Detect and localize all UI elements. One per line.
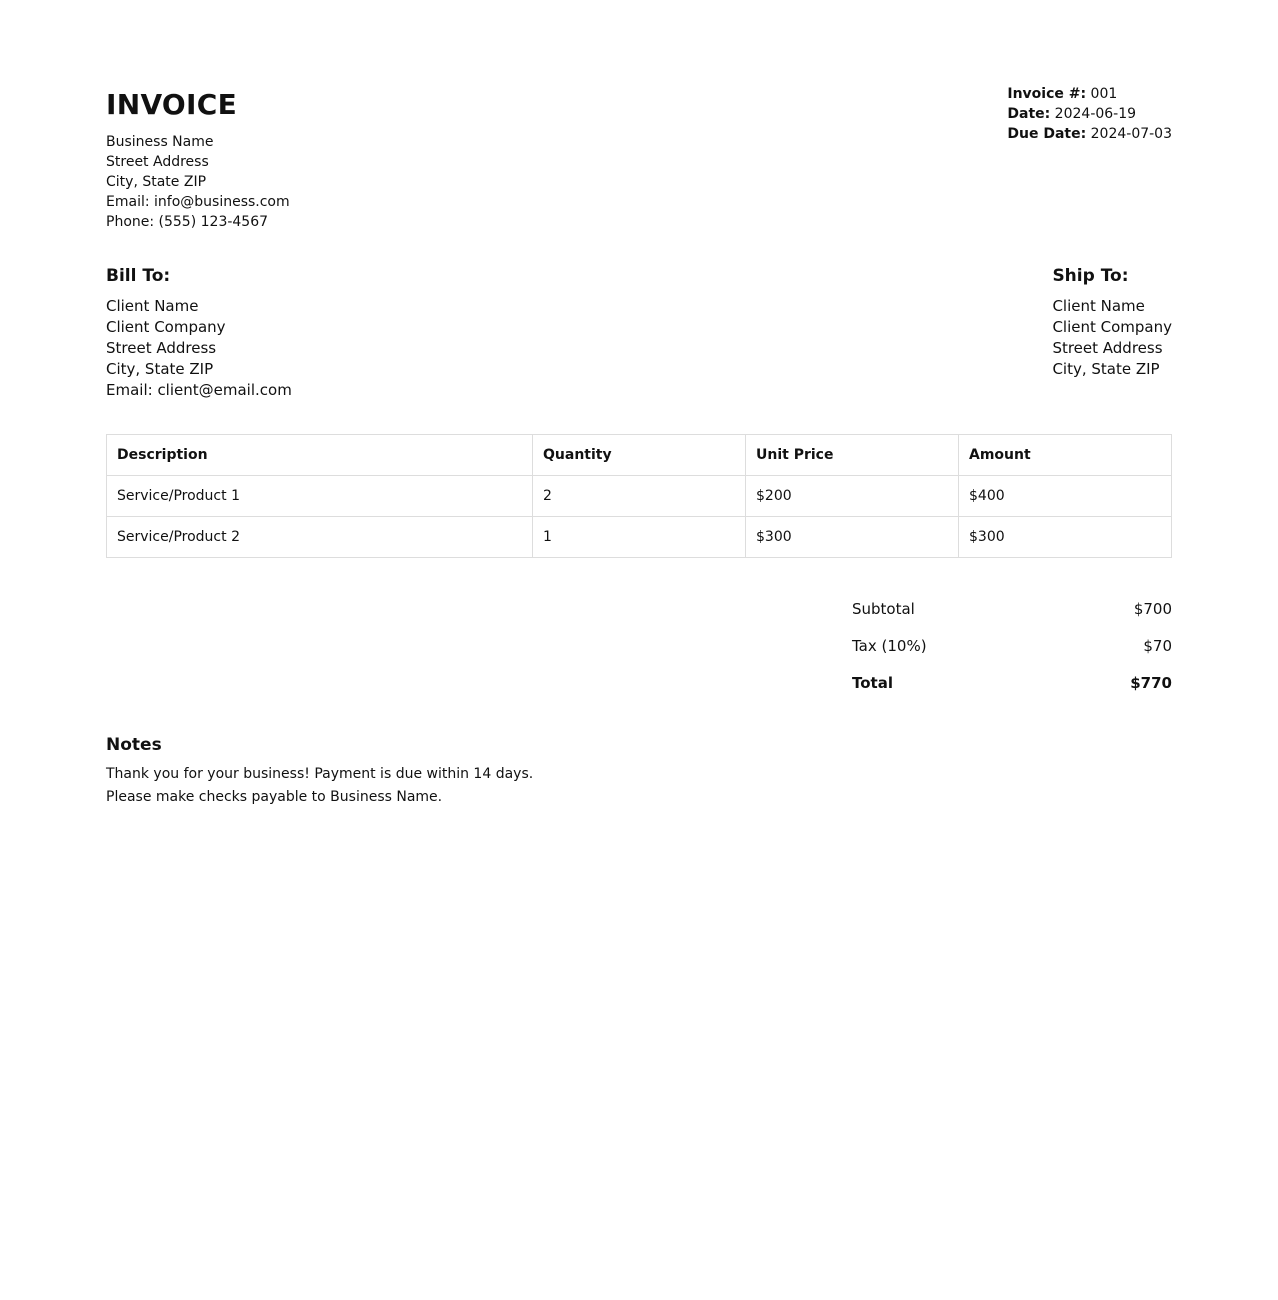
- subtotal-value: $700: [1133, 600, 1172, 618]
- invoice-number-label: Invoice #:: [1007, 86, 1087, 102]
- bill-to-section: [106, 264, 292, 401]
- addresses: [106, 264, 1172, 414]
- business-phone: Phone: (555) 123-4567: [106, 214, 269, 230]
- bill-to-line: Street Address: [106, 339, 217, 357]
- table-header-row: [107, 435, 1172, 476]
- bill-to-lines: [106, 296, 292, 401]
- business-name: Business Name: [106, 134, 214, 150]
- cell-amount: $300: [959, 517, 1172, 558]
- bill-to-heading: Bill To:: [106, 266, 171, 286]
- cell-description: Service/Product 1: [107, 476, 533, 517]
- ship-to-heading: Ship To:: [1052, 266, 1129, 286]
- tax-row: [852, 633, 1172, 670]
- ship-to-lines: [1052, 296, 1172, 380]
- business-info: [106, 132, 290, 232]
- table-row: [107, 517, 1172, 558]
- notes-heading: Notes: [106, 735, 162, 755]
- invoice-date-value: 2024-06-19: [1050, 106, 1137, 122]
- invoice-due-date-label: Due Date:: [1007, 126, 1087, 142]
- table-row: [107, 476, 1172, 517]
- invoice-meta: [1007, 84, 1172, 144]
- total-label: Total: [852, 674, 893, 692]
- cell-amount: $400: [959, 476, 1172, 517]
- bill-to-line: Email: client@email.com: [106, 381, 292, 399]
- header-amount: Amount: [959, 435, 1172, 476]
- bill-to-line: Client Name: [106, 297, 199, 315]
- business-street: Street Address: [106, 154, 209, 170]
- ship-to-section: [1052, 264, 1172, 380]
- invoice-number-value: 001: [1086, 86, 1118, 102]
- header-unit-price: Unit Price: [746, 435, 959, 476]
- ship-to-line: Client Company: [1052, 318, 1172, 336]
- ship-to-line: Client Name: [1052, 297, 1145, 315]
- business-email: Email: info@business.com: [106, 194, 290, 210]
- cell-unit-price: $300: [746, 517, 959, 558]
- invoice-date: [1007, 104, 1172, 124]
- invoice-due-date-value: 2024-07-03: [1086, 126, 1172, 142]
- tax-label: Tax (10%): [852, 637, 927, 655]
- total-row: [852, 670, 1172, 707]
- subtotal-row: [852, 596, 1172, 633]
- notes-section: [106, 733, 533, 809]
- invoice-number: [1007, 84, 1172, 104]
- cell-quantity: 2: [533, 476, 746, 517]
- notes-line: Thank you for your business! Payment is due within 14 days.: [106, 766, 534, 782]
- business-city: City, State ZIP: [106, 174, 207, 190]
- invoice-date-label: Date:: [1007, 106, 1051, 122]
- subtotal-label: Subtotal: [852, 600, 915, 618]
- bill-to-line: City, State ZIP: [106, 360, 214, 378]
- cell-unit-price: $200: [746, 476, 959, 517]
- totals-section: [852, 596, 1172, 707]
- total-value: $770: [1130, 674, 1172, 692]
- invoice-title: INVOICE: [106, 88, 238, 121]
- cell-description: Service/Product 2: [107, 517, 533, 558]
- items-table: [106, 434, 1172, 558]
- bill-to-line: Client Company: [106, 318, 226, 336]
- tax-value: $70: [1143, 637, 1172, 655]
- ship-to-line: Street Address: [1052, 339, 1163, 357]
- notes-text: [106, 763, 533, 809]
- cell-quantity: 1: [533, 517, 746, 558]
- notes-line: Please make checks payable to Business Name.: [106, 789, 443, 805]
- header-description: Description: [107, 435, 533, 476]
- invoice-due-date: [1007, 124, 1172, 144]
- invoice-header: [106, 0, 1172, 250]
- ship-to-line: City, State ZIP: [1052, 360, 1160, 378]
- invoice-page: [106, 0, 1172, 805]
- header-quantity: Quantity: [533, 435, 746, 476]
